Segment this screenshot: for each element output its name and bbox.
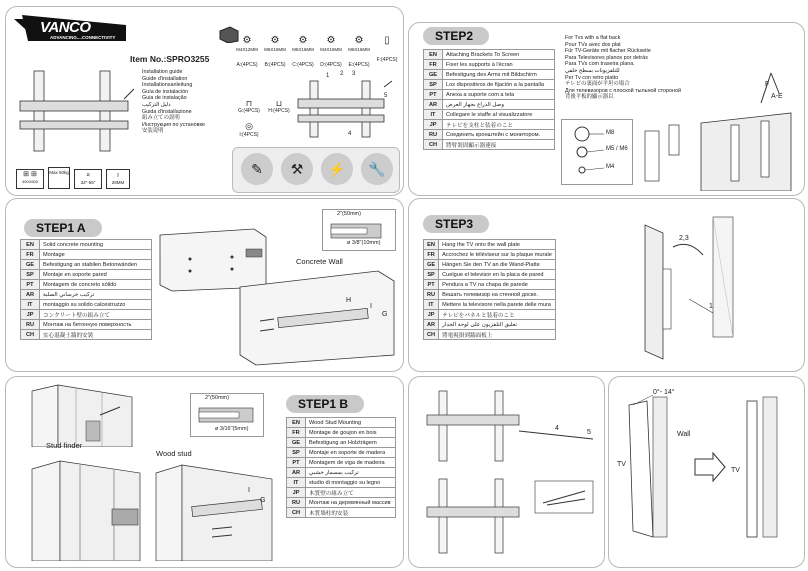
guide-title: 組み立ての説明	[142, 115, 180, 122]
screwdriver-icon: ⚒	[281, 153, 313, 185]
guide-title: Guida d'installazione	[142, 108, 192, 115]
table-row: RU Монтаж на бетонную поверхность	[21, 320, 152, 330]
table-row: PT Pendura a TV na chapa de parede	[424, 280, 556, 290]
screw-label: M5 / M6	[606, 146, 628, 152]
hardware-item: ▯ F:(4PCS)	[374, 35, 400, 63]
bracket-illustration: 1 2 3 4 5	[296, 79, 396, 141]
concrete-wall-block-main: H I G	[238, 267, 396, 367]
guide-title: Guide d'installation	[142, 75, 188, 82]
screw-icon: ⚙	[298, 35, 308, 46]
table-row: AR تركيب خرساني الصلبة	[21, 290, 152, 300]
table-row: SP Montaje en soporte pared	[21, 270, 152, 280]
guide-title: Guia de instalação	[142, 95, 187, 102]
table-row: FR Montage de goujon en bois	[287, 428, 396, 438]
washer-ring-icon: ◎	[245, 121, 253, 131]
table-row: EN Wood Stud Mounting	[287, 418, 396, 428]
guide-title: Installation guide	[142, 69, 183, 75]
hardware-item: ⚙ M4X16MM D:(4PCS)	[318, 35, 344, 68]
hardware-item: ⚙ M6X16MM B:(4PCS)	[262, 35, 288, 68]
step3-title: STEP3	[423, 215, 489, 233]
item-number: Item No.:SPRO3255	[130, 54, 210, 64]
guide-title: Installationsanleitung	[142, 82, 193, 89]
step1a-title: STEP1 A	[24, 219, 102, 237]
table-row: EN Solid concrete mounting	[21, 240, 152, 250]
drill-depth-diagram: 2"(50mm) ø 3/16"(5mm)	[190, 393, 264, 437]
guide-title: Guía de instalación	[142, 88, 189, 95]
brand-logo	[14, 15, 126, 47]
step1b-title: STEP1 B	[286, 395, 364, 413]
tv-label-left: TV	[617, 461, 626, 468]
hardware-item-i: ◎ I:(4PCS)	[234, 121, 264, 138]
table-row: SP Cuelgue el televisor en la placa de pared	[424, 270, 556, 280]
step2-title: STEP2	[423, 27, 489, 45]
hardware-item-h: ⊔ H:(4PCS)	[264, 99, 294, 114]
screen-size-icon: ⧄ 32"-55"	[74, 169, 102, 189]
vesa-icon: ⊞ ⊞ 400X600	[16, 169, 44, 189]
guide-title: 安装说明	[142, 128, 164, 135]
wood-stud-label: Wood stud	[156, 449, 192, 458]
table-row: GE Hängen Sie den TV an die Wand-Platte	[424, 260, 556, 270]
step1a-language-table	[20, 239, 152, 340]
table-row: IT studio di montaggio su legno	[287, 478, 396, 488]
attach-tv-illustration-bottom	[417, 473, 597, 559]
brand-name: VANCO	[40, 19, 91, 36]
hardware-item: ⚙ M6X16MM E:(4PCS)	[346, 35, 372, 68]
step2-language-table	[423, 49, 555, 150]
step2-notes: For Tvs with a flat back Pour TVs avec dos plat Für TV-Geräte mit flacher Rückseite Para Televisores planos por detrás Para TVs com traseira plana. للتلفزيونات بسطح خلفي Per Tv con retro piatto テレビの裏面が平坦の場合 Для телевизоров с плоской тыльной стороной 背後平板的顯示器以	[565, 35, 682, 101]
step3-language-table	[423, 239, 556, 340]
hardware-item-g: ⊓ G:(4PCS)	[234, 99, 264, 114]
table-row: FR Fixer les supports à l'écran	[424, 60, 555, 70]
hardware-item: ⚙ M4X12MM A:(4PCS)	[234, 35, 260, 68]
table-row: JP テレビをパネルと装着のこと	[424, 310, 556, 320]
stud-finder-label: Stud finder	[46, 441, 83, 450]
table-row: IT Mettere la televisore nella parete delle mura	[424, 300, 556, 310]
drill-icon: ⚡	[321, 153, 353, 185]
table-row: FR Accrochez le téléviseur sur la plaque murale	[424, 250, 556, 260]
table-row: GE Befestigung an Holzträgern	[287, 438, 396, 448]
screw-size-chart	[561, 119, 633, 185]
table-row: PT Montagem de concreto sólido	[21, 280, 152, 290]
pencil-icon: ✎	[241, 153, 273, 185]
table-row: AR تركيب بمسمار خشبي	[287, 468, 396, 478]
tv-label-right: TV	[731, 467, 740, 474]
level-icon: ▯	[384, 35, 390, 46]
wall-label: Wall	[677, 431, 691, 438]
step3-hang-illustration: 2,3 1	[629, 209, 799, 367]
table-row: IT Collegare le staffe al visualizzatore	[424, 110, 555, 120]
wood-studs-illustration	[28, 457, 148, 561]
guide-title: دليل التركيب	[142, 101, 171, 108]
screw-icon: ⚙	[354, 35, 364, 46]
tilt-illustration	[613, 387, 799, 563]
table-row: JP コンクリート壁の組み立て	[21, 310, 152, 320]
drill-depth-diagram: 2"(50mm) ø 3/8"(10mm)	[322, 209, 396, 251]
hardware-item: ⚙ M5X16MM C:(4PCS)	[290, 35, 316, 68]
step1b-panel	[5, 376, 404, 568]
wall-plate-illustration	[16, 69, 138, 157]
step5-panel	[608, 376, 805, 568]
table-row: AR تعليق التلفزيون على لوحة الجدار	[424, 320, 556, 330]
step1b-language-table	[286, 417, 396, 518]
table-row: GE Befestigung an stabilen Betonwänden	[21, 260, 152, 270]
table-row: IT montaggio su solido calcestruzzo	[21, 300, 152, 310]
depth-icon: ▯ 28MM	[106, 169, 130, 189]
screw-icon: ⚙	[242, 35, 252, 46]
screw-icon: ⚙	[270, 35, 280, 46]
wrench-icon: 🔧	[361, 153, 393, 185]
table-row: FR Montage	[21, 250, 152, 260]
spec-icons	[16, 167, 131, 191]
step4-panel	[408, 376, 605, 568]
screw-icon: ⚙	[326, 35, 336, 46]
hardware-row2	[234, 99, 304, 139]
intro-panel	[5, 6, 404, 196]
screw-label: M4	[606, 164, 615, 170]
tilt-angle: 0°- 14°	[653, 389, 675, 396]
concrete-wall-label: Concrete Wall	[296, 257, 343, 266]
table-row: EN Attaching Brackets To Screen	[424, 50, 555, 60]
weight-icon: Max 50kg	[48, 167, 70, 189]
table-row: GE Befestigung des Arms mit Bildschirm	[424, 70, 555, 80]
table-row: JP テレビを支柱と装着のこと	[424, 120, 555, 130]
screw-label: M8	[606, 130, 615, 136]
table-row: AR وصل الذراع بجهاز العرض	[424, 100, 555, 110]
wood-stud-mount-illustration: I G	[152, 459, 276, 561]
table-row: RU Монтаж на деревянный массив	[287, 498, 396, 508]
table-row: PT Montagem de viga de madeira	[287, 458, 396, 468]
step3-panel	[408, 198, 805, 372]
guide-title: Инструкция по установке	[142, 121, 205, 128]
table-row: CH 將臂裝固顯示器連接	[424, 140, 555, 150]
guide-title-list	[142, 69, 205, 135]
table-row: JP 木質壁の組み立て	[287, 488, 396, 498]
step2-panel	[408, 22, 805, 196]
table-row: EN Hang the TV onto the wall plate	[424, 240, 556, 250]
table-row: SP Montaje en soporte de madera	[287, 448, 396, 458]
brand-tagline: ADVANCING....CONNECTIVITY	[50, 35, 116, 40]
washer-icon: ⊔	[275, 99, 283, 108]
step2-tv-illustration: F A-E	[641, 63, 799, 191]
table-row: SP Los dispositivos de fijación a la pantalla	[424, 80, 555, 90]
table-row: PT Anexa a suporte com a tela	[424, 90, 555, 100]
table-row: CH 將電視掛到牆面板上	[424, 330, 556, 340]
anchor-icon: ⊓	[245, 99, 253, 108]
tools-strip	[232, 147, 400, 193]
step1a-panel	[5, 198, 404, 372]
table-row: RU Соединить кронштейн с монитором.	[424, 130, 555, 140]
table-row: CH 实心混凝土牆的安裝	[21, 330, 152, 340]
table-row: CH 木質墙柱的安装	[287, 508, 396, 518]
wood-stud-finder-illustration	[28, 381, 138, 447]
attach-tv-illustration-top: 4 5	[417, 385, 597, 467]
hardware-list	[234, 35, 399, 79]
table-row: RU Вешать телевизор на стенной доске.	[424, 290, 556, 300]
